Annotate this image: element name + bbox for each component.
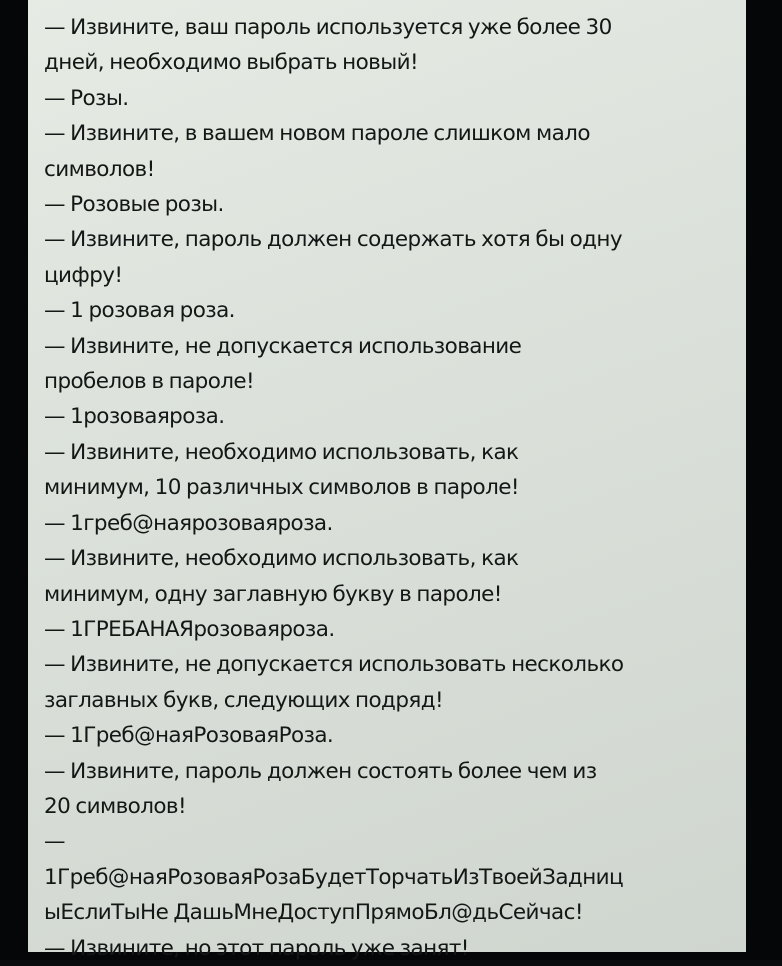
dialogue-line: — 1 розовая роза. [44,298,235,324]
dialogue-line: — Извините, необходимо использовать, как [44,439,519,465]
dialogue-line: — Извините, в вашем новом пароле слишком мало [44,121,590,147]
dialogue-line: минимум, одну заглавную букву в пароле! [44,581,502,607]
dialogue-line: ыЕслиТыНе ДашьМнеДоступПрямоБл@дьСейчас! [44,900,583,926]
dialogue-line: — Извините, ваш пароль используется уже более 30 [44,15,612,40]
dialogue-line: — [44,829,65,855]
dialogue-line: символов! [44,156,155,182]
dialogue-line: — 1Греб@наяРозоваяРоза. [44,723,334,749]
dialogue-line: цифру! [44,262,123,288]
dialogue-line: 1Греб@наяРозоваяРозаБудетТорчатьИзТвоейЗадниц [44,864,624,890]
dialogue-line: дней, необходимо выбрать новый! [44,50,419,76]
dialogue-line: пробелов в пароле! [44,369,255,395]
dialogue-line: — Извините, пароль должен состоять более чем из [44,758,597,784]
dialogue-text [44,10,732,966]
text-card [28,0,746,961]
dialogue-line: — 1розоваяроза. [44,404,225,430]
dialogue-line: — Извините, не допускается использование [44,333,522,359]
dialogue-line: 20 символов! [44,793,187,819]
dialogue-line: — Извините, пароль должен содержать хотя бы одну [44,227,623,253]
dialogue-line: — Извините, необходимо использовать, как [44,546,519,572]
dialogue-line: — Розы. [44,85,129,111]
dialogue-line: заглавных букв, следующих подряд! [44,687,443,713]
dialogue-line: — Извините, но этот пароль уже занят! [44,935,469,961]
dialogue-line: — Розовые розы. [44,192,224,218]
dialogue-line: — 1ГРЕБАНАЯрозоваяроза. [44,616,335,642]
dialogue-line: минимум, 10 различных символов в пароле! [44,475,519,501]
dialogue-line: — 1греб@наярозоваяроза. [44,510,333,536]
dialogue-line: — Извините, не допускается использовать несколько [44,652,624,678]
